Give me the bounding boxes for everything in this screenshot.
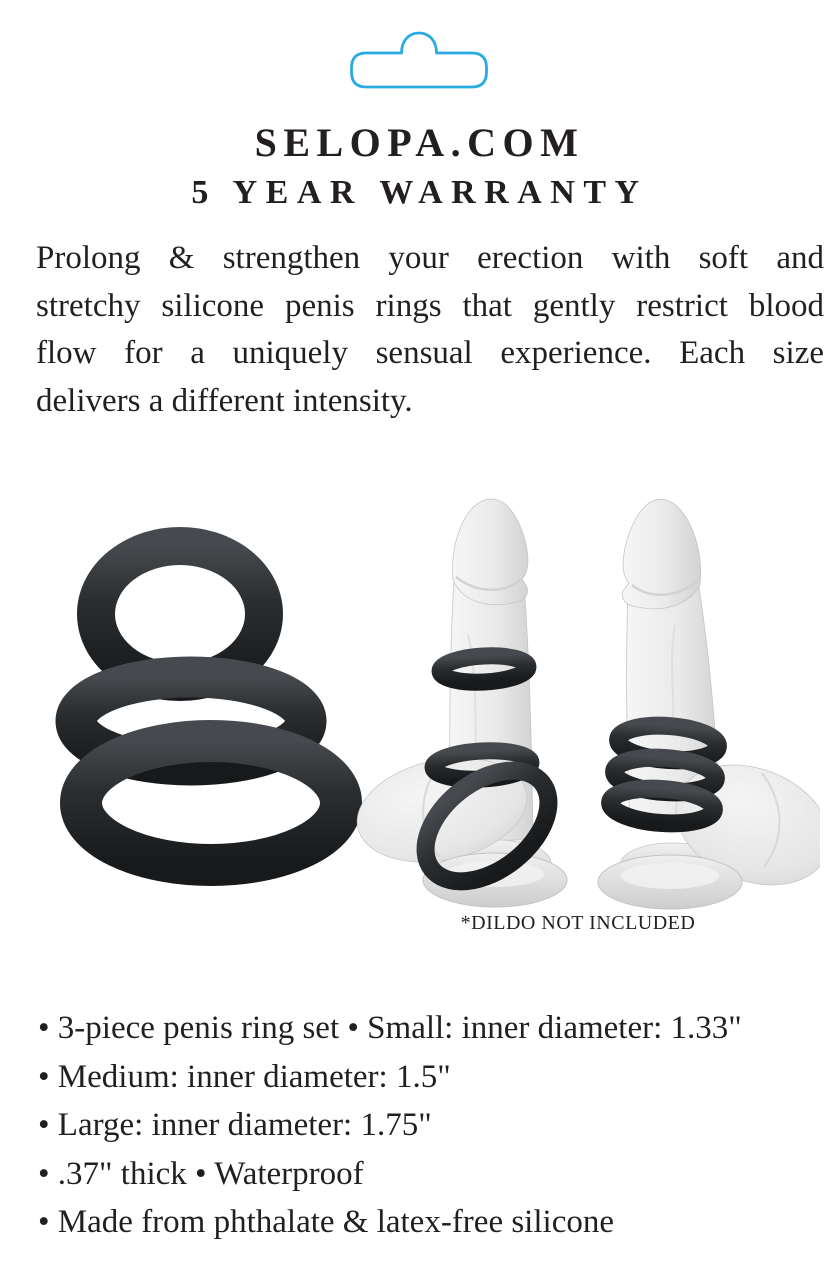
feature-item: • 3-piece penis ring set • Small: inner diameter: 1.33" xyxy=(38,1010,742,1046)
feature-item: • Medium: inner diameter: 1.5" xyxy=(38,1058,451,1095)
description-line: stretchy silicone penis rings that gently restrict blood xyxy=(36,287,824,324)
dildo-right-photo xyxy=(598,499,820,909)
description-line: Prolong & strengthen your erection with soft and xyxy=(36,240,824,276)
suction-flange-highlight xyxy=(621,863,719,889)
dildo-left-photo xyxy=(347,499,569,907)
hang-tab-icon xyxy=(350,30,488,90)
dildo-head xyxy=(623,499,701,608)
feature-item: • Made from phthalate & latex-free silicone xyxy=(38,1204,614,1240)
feature-item: • Large: inner diameter: 1.75" xyxy=(38,1107,432,1143)
brand-title: SELOPA.COM xyxy=(254,120,585,165)
ring-set-photo xyxy=(76,546,341,865)
hang-tab-outline xyxy=(352,33,487,87)
disclaimer-note: *DILDO NOT INCLUDED xyxy=(460,912,696,934)
feature-item: • .37" thick • Waterproof xyxy=(38,1155,364,1192)
description-line: flow for a uniquely sensual experience. Each size xyxy=(36,335,824,371)
warranty-subtitle: 5 YEAR WARRANTY xyxy=(191,174,648,211)
product-description xyxy=(36,235,824,425)
product-photo xyxy=(20,485,820,945)
description-line: delivers a different intensity. xyxy=(36,382,413,419)
large-ring xyxy=(81,741,341,865)
feature-list xyxy=(38,1004,833,1247)
